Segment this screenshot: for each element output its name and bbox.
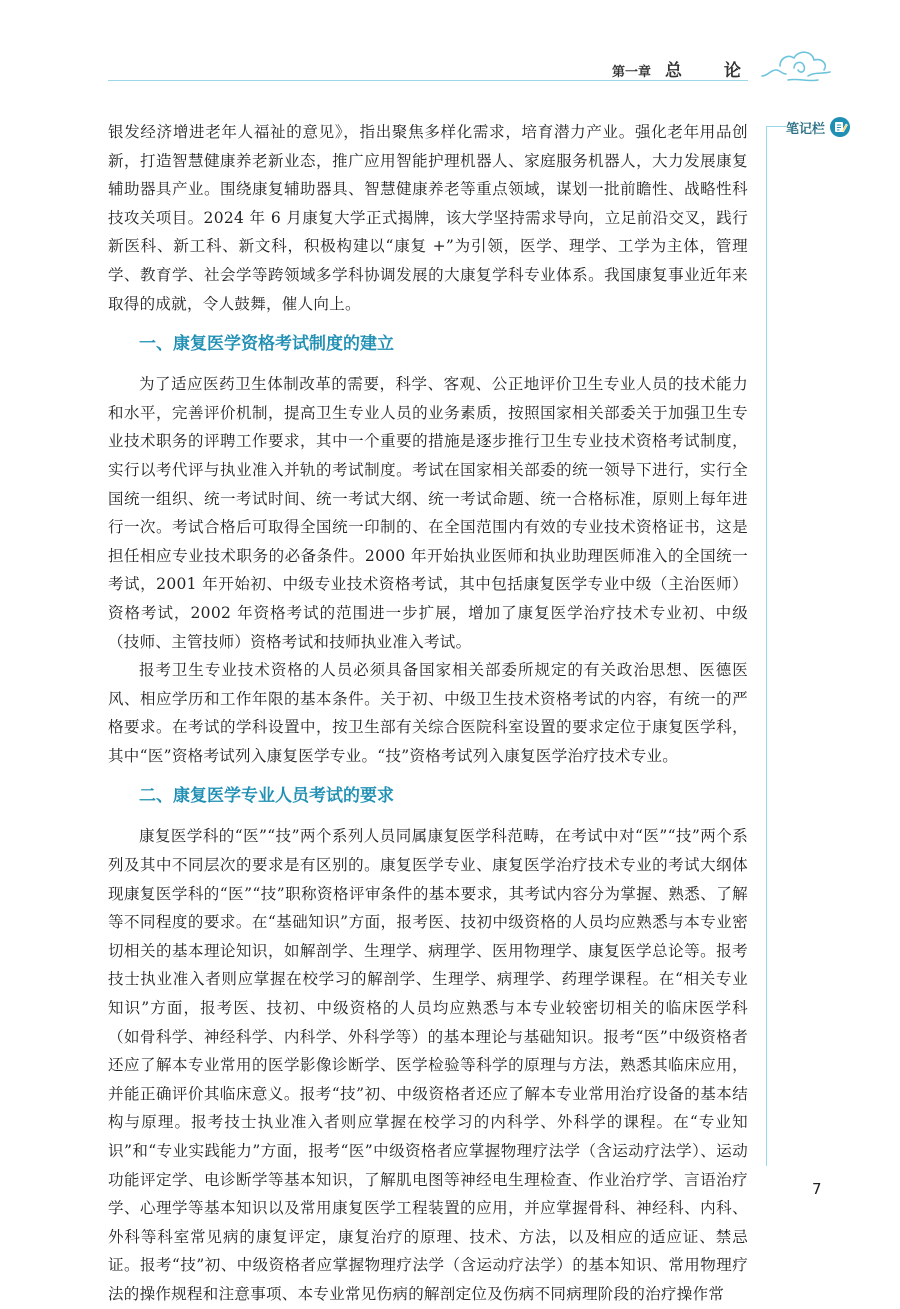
cloud-ornament-icon [758,46,834,88]
running-header [612,56,759,81]
chapter-number: 第一章 [612,65,652,80]
notes-label-text: 笔记栏 [786,121,826,137]
section2-paragraph-1: 康复医学科的“医”“技”两个系列人员同属康复医学科范畴，在考试中对“医”“技”两个系列及其中不同层次的要求是有区别的。康复医学专业、康复医学治疗技术专业的考试大纲体现康复医学科的“医”“技”职称资格评审条件的基本要求，其考试内容分为掌握、熟悉、了解等不同程度的要求。在“基础知识”方面，报考医、技初中级资格的人员均应熟悉与本专业密切相关的基本理论知识，如解剖学、生理学、病理学、医用物理学、康复医学总论等。报考技士执业准入者则应掌握在校学习的解剖学、生理学、病理学、药理学课程。在“相关专业知识”方面，报考医、技初、中级资格的人员均应熟悉与本专业较密切相关的临床医学科（如骨科学、神经科学、内科学、外科学等）的基本理论与基础知识。报考“医”中级资格者还应了解本专业常用的医学影像诊断学、医学检验等科学的原理与方法，熟悉其临床应用，并能正确评价其临床意义。报考“技”初、中级资格者还应了解本专业常用治疗设备的基本结构与原理。报考技士执业准入者则应掌握在校学习的内科学、外科学的课程。在“专业知识”和“专业实践能力”方面，报考“医”中级资格者应掌握物理疗法学（含运动疗法学）、运动功能评定学、电诊断学等基本知识，了解肌电图等神经电生理检查、作业治疗学、言语治疗学、心理学等基本知识以及常用康复医学工程装置的应用，并应掌握骨科、神经科、内科、外科等科室常见病的康复评定，康复治疗的原理、技术、方法，以及相应的适应证、禁忌证。报考“技”初、中级资格者应掌握物理疗法学（含运动疗法学）的基本知识、常用物理疗法的操作规程和注意事项、本专业常见伤病的解剖定位及伤病不同病理阶段的治疗操作常 [108,827,748,1303]
notes-margin-rule [766,126,767,1166]
notes-column-label [786,114,874,140]
intro-paragraph: 银发经济增进老年人福祉的意见》，指出聚焦多样化需求，培育潜力产业。强化老年用品创新，打造智慧健康养老新业态，推广应用智能护理机器人、家庭服务机器人，大力发展康复辅助器具产业。围绕康复辅助器具、智慧健康养老等重点领域，谋划一批前瞻性、战略性科技攻关项目。2024 年 6 月康复大学正式揭牌，该大学坚持需求导向，立足前沿交叉，践行新医科、新工科、新文科，积极构建以“康复 +”为引领，医学、理学、工学为主体，管理学、教育学、社会学等跨领域多学科协调发展的大康复学科专业体系。我国康复事业近年来取得的成就，令人鼓舞，催人向上。 [108,123,748,313]
section1-paragraph-1: 为了适应医药卫生体制改革的需要，科学、客观、公正地评价卫生专业人员的技术能力和水平，完善评价机制，提高卫生专业人员的业务素质，按照国家相关部委关于加强卫生专业技术职务的评聘工作要求，其中一个重要的措施是逐步推行卫生专业技术资格考试制度，实行以考代评与执业准入并轨的考试制度。考试在国家相关部委的统一领导下进行，实行全国统一组织、统一考试时间、统一考试大纲、统一考试命题、统一合格标准，原则上每年进行一次。考试合格后可取得全国统一印制的、在全国范围内有效的专业技术资格证书，这是担任相应专业技术职务的必备条件。2000 年开始执业医师和执业助理医师准入的全国统一考试，2001 年开始初、中级专业技术资格考试，其中包括康复医学专业中级（主治医师）资格考试，2002 年资格考试的范围进一步扩展，增加了康复医学治疗技术专业初、中级（技师、主管技师）资格考试和技师执业准入考试。 [108,375,748,651]
section-heading-1: 一、康复医学资格考试制度的建立 [139,334,394,355]
chapter-title: 总 论 [665,61,759,81]
page-number: 7 [812,1180,822,1198]
main-text-column [108,118,748,1309]
section-heading-2: 二、康复医学专业人员考试的要求 [139,786,394,807]
section1-paragraph-2: 报考卫生专业技术资格的人员必须具备国家相关部委所规定的有关政治思想、医德医风、相应学历和工作年限的基本条件。关于初、中级卫生技术资格考试的内容，有统一的严格要求。在考试的学科设置中，按卫生部有关综合医院科室设置的要求定位于康复医学科，其中“医”资格考试列入康复医学专业。“技”资格考试列入康复医学治疗技术专业。 [108,661,748,765]
notebook-pencil-icon [829,116,851,138]
